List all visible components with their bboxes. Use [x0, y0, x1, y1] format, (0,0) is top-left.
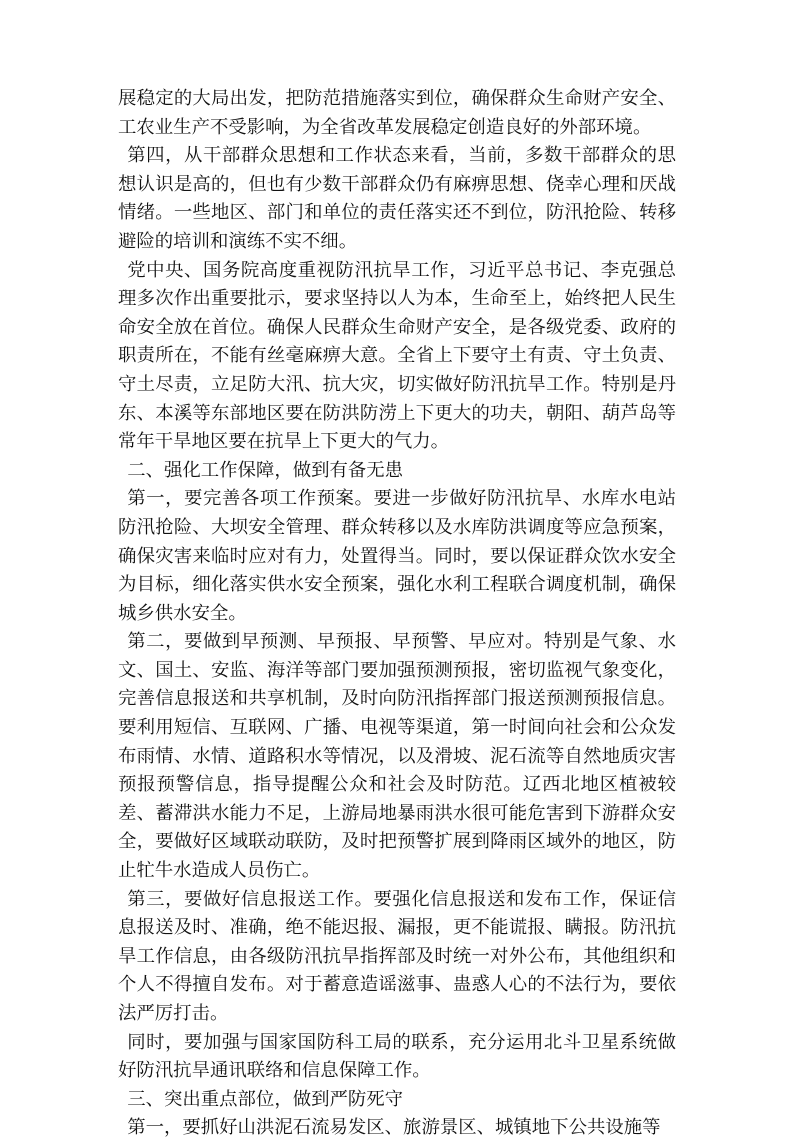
paragraph-first-plans: 第一，要完善各项工作预案。要进一步做好防汛抗旱、水库水电站防汛抢险、大坝安全管理、群众转移以及水库防洪调度等应急预案，确保灾害来临时应对有力，处置得当。同时，要以保证群众饮水安全为目标，细化落实供水安全预案，强化水利工程联合调度机制，确保城乡供水安全。: [118, 488, 676, 624]
paragraph-continuation: 展稳定的大局出发，把防范措施落实到位，确保群众生命财产安全、工农业生产不受影响，为全省改革发展稳定创造良好的外部环境。: [118, 88, 676, 138]
paragraph-fourth-point: 第四，从干部群众思想和工作状态来看，当前，多数干部群众的思想认识是高的，但也有少数干部群众仍有麻痹思想、侥幸心理和厌战情绪。一些地区、部门和单位的责任落实还不到位，防汛抢险、转移避险的培训和演练不实不细。: [118, 145, 676, 252]
paragraph-beidou: 同时，要加强与国家国防科工局的联系，充分运用北斗卫星系统做好防汛抗旱通讯联络和信息保障工作。: [118, 1031, 676, 1082]
document-page: [118, 85, 676, 1143]
section-heading-three: 三、突出重点部位，做到严防死守: [127, 1088, 404, 1110]
section-heading-two: 二、强化工作保障，做到有备无患: [127, 459, 404, 481]
paragraph-first-key-areas: 第一，要抓好山洪泥石流易发区、旅游景区、城镇地下公共设施等: [127, 1117, 661, 1139]
paragraph-central-directive: 党中央、国务院高度重视防汛抗旱工作，习近平总书记、李克强总理多次作出重要批示，要求坚持以人为本，生命至上，始终把人民生命安全放在首位。确保人民群众生命财产安全，是各级党委、政府的职责所在，不能有丝毫麻痹大意。全省上下要守土有责、守土负责、守土尽责，立足防大汛、抗大灾，切实做好防汛抗旱工作。特别是丹东、本溪等东部地区要在防洪防涝上下更大的功夫，朝阳、葫芦岛等常年干旱地区要在抗旱上下更大的气力。: [118, 259, 676, 453]
paragraph-third-reporting: 第三，要做好信息报送工作。要强化信息报送和发布工作，保证信息报送及时、准确，绝不能迟报、漏报，更不能谎报、瞒报。防汛抗旱工作信息，由各级防汛抗旱指挥部及时统一对外公布，其他组织和个人不得擅自发布。对于蓄意造谣滋事、蛊惑人心的不法行为，要依法严厉打击。: [118, 888, 676, 1024]
paragraph-second-forecast: 第二，要做到早预测、早预报、早预警、早应对。特别是气象、水文、国土、安监、海洋等部门要加强预测预报，密切监视气象变化，完善信息报送和共享机制，及时向防汛指挥部门报送预测预报信息。要利用短信、互联网、广播、电视等渠道，第一时间向社会和公众发布雨情、水情、道路积水等情况，以及滑坡、泥石流等自然地质灾害预报预警信息，指导提醒公众和社会及时防范。辽西北地区植被较差、蓄滞洪水能力不足，上游局地暴雨洪水很可能危害到下游群众安全，要做好区域联动联防，及时把预警扩展到降雨区域外的地区，防止牤牛水造成人员伤亡。: [118, 631, 676, 882]
